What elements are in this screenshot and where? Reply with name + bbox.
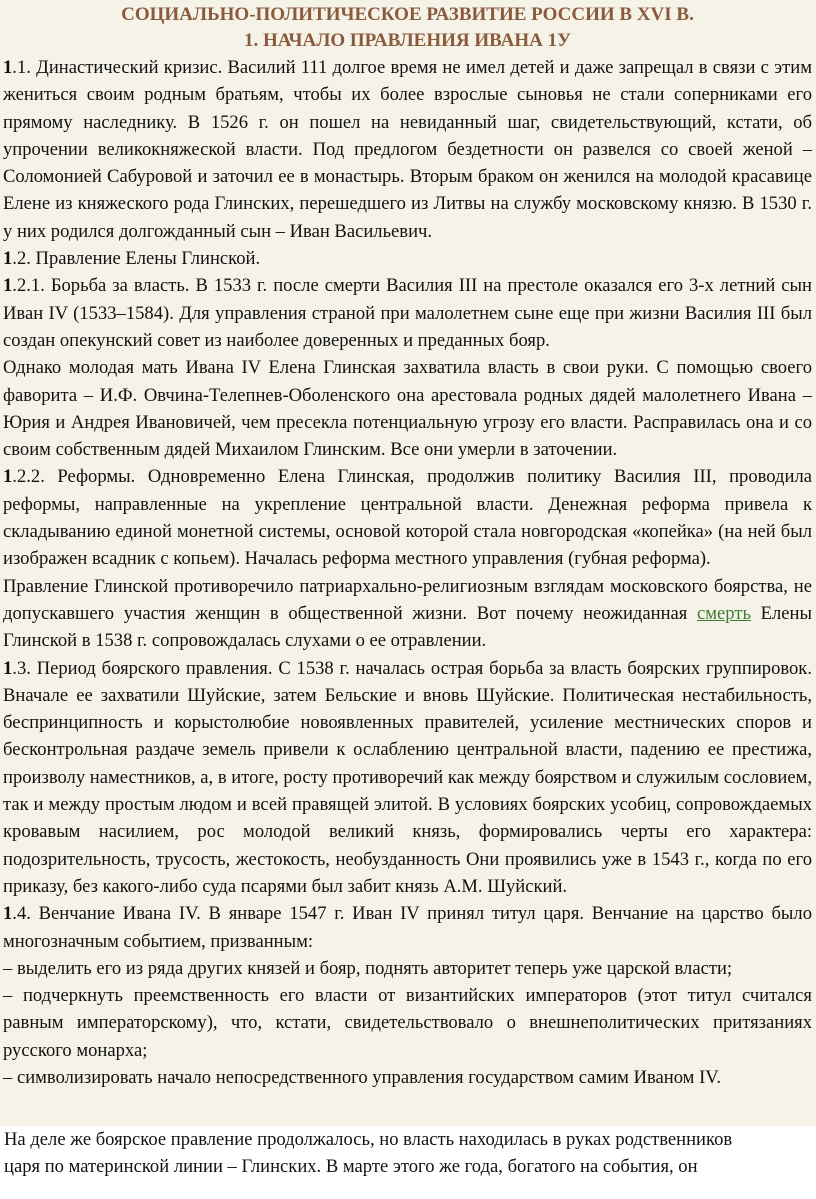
continuation-line-1: На деле же боярское правление продолжалось, но власть находилась в руках родственников bbox=[4, 1129, 733, 1150]
document-title-line-1: СОЦИАЛЬНО-ПОЛИТИЧЕСКОЕ РАЗВИТИЕ РОССИИ В XVI В. bbox=[121, 4, 694, 25]
list-item-coronation-2: – подчеркнуть преемственность его власти от византийских императоров (этот титул считался равным императорскому), что, кстати, свидетельствовало о внешнеполитических притязаниях русского монарха; bbox=[3, 985, 812, 1061]
paragraph-text: .3. Период боярского правления. С 1538 г. началась острая борьба за власть боярских группировок. Вначале ее захватили Шуйские, затем Бельские и вновь Шуйские. Политическая нестабильность, беспринципность и корыстолюбие новоявленных правителей, усиление местнических споров и бесконтрольная раздаче земель привели к ослаблению центральной власти, падению ее престижа, произволу наместников, а, в итоге, росту противоречий как между боярством и служилым сословием, так и между простым людом и всей правящей элитой. В условиях боярских усобиц, сопровождаемых кровавым насилием, рос молодой великий князь, формировались черты его характера: подозрительность, трусость, жестокость, необузданность Они проявились уже в 1543 г., когда по его приказу, без какого-либо суда псарями был забит князь А.М. Шуйский. bbox=[3, 657, 812, 897]
paragraph-glinskaya-power: Однако молодая мать Ивана IV Елена Глинская захватила власть в свои руки. С помощью своего фаворита – И.Ф. Овчина-Телепнев-Оболенского она арестовала родных дядей малолетнего Ивана – Юрия и Андрея Ивановичей, чем пресекла потенциальную угрозу его власти. Расправилась она и со своим собственным дядей Михаилом Глинским. Все они умерли в заточении. bbox=[3, 357, 812, 461]
document-body bbox=[3, 54, 812, 1091]
paragraph-text: .2. Правление Елены Глинской. bbox=[12, 248, 261, 270]
death-link[interactable]: смерть bbox=[697, 602, 751, 624]
section-number: 1 bbox=[3, 248, 13, 270]
paragraph-text: .2.1. Борьба за власть. В 1533 г. после смерти Василия III на престоле оказался его 3-х летний сын Иван IV (1533–1584). Для управления страной при малолетнем сыне еще при жизни Василия III был создан опекунский совет из наиболее доверенных и преданных бояр. bbox=[3, 275, 812, 351]
paragraph-glinskaya-death bbox=[3, 573, 812, 655]
paragraph-text: Елены Глинской в 1538 г. сопровождалась слухами о ее отравлении. bbox=[3, 602, 812, 652]
list-item-coronation-3: – символизировать начало непосредственного управления государством самим Иваном IV. bbox=[3, 1066, 721, 1088]
paragraph-1-4 bbox=[3, 900, 812, 955]
section-number: 1 bbox=[3, 657, 13, 679]
paragraph-text: .1. Династический кризис. Василий 111 долгое время не имел детей и даже запрещал в связи с этим жениться своим родным братьям, чтобы их более взрослые сыновья не стали соперниками его прямому наследнику. В 1526 г. он пошел на невиданный шаг, свидетельствующий, кстати, об упрочении великокняжеской власти. Под предлогом бездетности он развелся со своей женой – Соломонией Сабуровой и заточил ее в монастырь. Вторым браком он женился на молодой красавице Елене из княжеского рода Глинских, перешедшего из Литвы на службу московскому князю. В 1530 г. у них родился долгожданный сын – Иван Васильевич. bbox=[3, 57, 812, 242]
section-number: 1 bbox=[3, 466, 13, 488]
section-number: 1 bbox=[3, 903, 13, 925]
paragraph-1-2 bbox=[3, 245, 812, 272]
paragraph-1-3 bbox=[3, 655, 812, 901]
paragraph-1-2-2 bbox=[3, 463, 812, 572]
paragraph-text: .4. Венчание Ивана IV. В январе 1547 г. Иван IV принял титул царя. Венчание на царство было многозначным событием, призванным: bbox=[3, 903, 812, 952]
continuation-block bbox=[0, 1126, 816, 1199]
paragraph-text: .2.2. Реформы. Одновременно Елена Глинская, продолжив политику Василия III, проводила реформы, направленные на укрепление центральной власти. Денежная реформа привела к складыванию единой монетной системы, основой которой стала новгородская «копейка» (на ней был изображен всадник с копьем). Началась реформа местного управления (губная реформа). bbox=[3, 466, 812, 570]
paragraph-text: Правление Глинской противоречило патриархально-религиозным взглядам московского боярства, не допускавшего участия женщин в общественной жизни. Вот почему неожиданная bbox=[3, 575, 812, 624]
paragraph-1-1 bbox=[3, 54, 812, 245]
continuation-line-2: царя по материнской линии – Глинских. В марте этого же года, богатого на события, он bbox=[4, 1156, 698, 1178]
section-number: 1 bbox=[3, 275, 13, 297]
section-number: 1 bbox=[3, 57, 13, 78]
paragraph-1-2-1 bbox=[3, 272, 812, 354]
document-title-line-2: 1. НАЧАЛО ПРАВЛЕНИЯ ИВАНА 1У bbox=[243, 30, 572, 51]
list-item-coronation-1: – выделить его из ряда других князей и бояр, поднять авторитет теперь уже царской власти; bbox=[3, 957, 733, 979]
